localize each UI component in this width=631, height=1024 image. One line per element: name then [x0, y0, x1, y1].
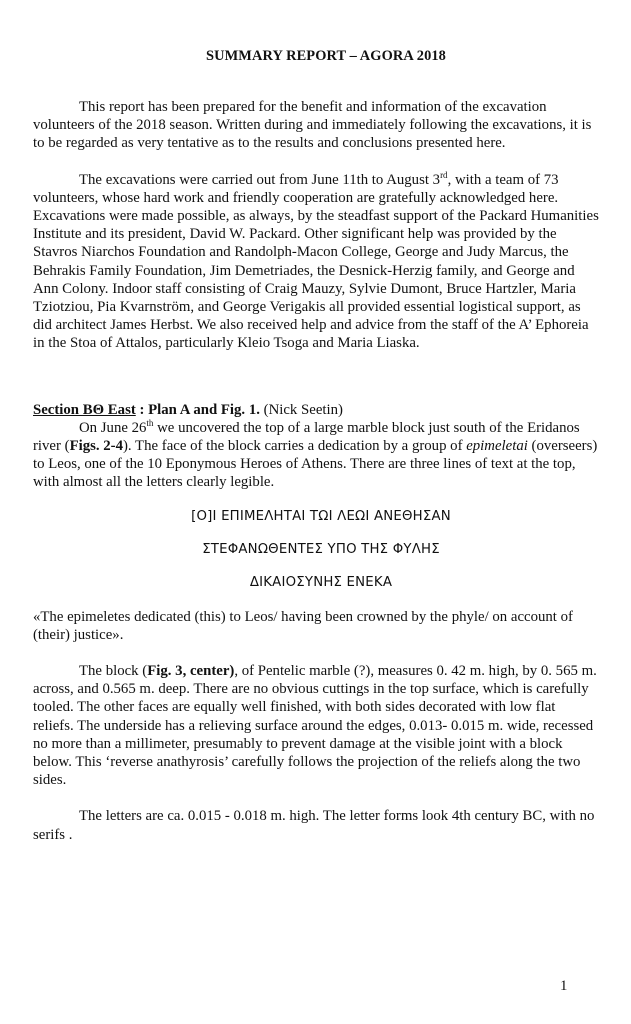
- section-plan: Plan A and Fig. 1.: [148, 401, 260, 418]
- section-text-a: On June 26: [79, 419, 147, 436]
- block-text-a: The block (: [79, 663, 148, 680]
- translation-paragraph: «The epimeletes dedicated (this) to Leos/ having been crowned by the phyle/ on account of (their) justice».: [33, 608, 573, 643]
- section-paragraph: [33, 419, 599, 492]
- section-superscript: th: [146, 417, 154, 428]
- section-text-d: (overseers) to Leos, one of the 10 Eponymous Heroes of Athens. There are three lines of text at the top, with almost all the letters clearly legible.: [33, 438, 598, 491]
- excavation-paragraph: [33, 171, 599, 353]
- page-title: SUMMARY REPORT – AGORA 2018: [206, 48, 446, 64]
- section-author: (Nick Seetin): [259, 401, 343, 418]
- inscription-line-1: [Ο]Ι ΕΠΙΜΕΛΗΤΑΙ ΤΩΙ ΛΕΩΙ ΑΝΕΘΗΣΑΝ: [191, 508, 451, 524]
- inscription-line-3: ΔΙΚΑΙΟΣΥΝΗΣ ΕΝΕΚΑ: [249, 574, 393, 590]
- letters-paragraph: The letters are ca. 0.015 - 0.018 m. high. The letter forms look 4th century BC, with no serifs .: [33, 808, 595, 843]
- block-paragraph: [33, 662, 599, 789]
- block-text-b: , of Pentelic marble (?), measures 0. 42 m. high, by 0. 565 m. across, and 0.565 m. deep. There are no obvious cuttings in the top surface, which is carefully tooled. The other faces are equally well finished, with both sides decorated with low flat reliefs. The underside has a relieving surface around the edges, 0.013- 0.015 m. wide, recessed no more than a millimeter, presumably to prevent damage at the visible joint with a block below. This ‘reverse anathyrosis’ carefully follows the projection of the reliefs along the two sides.: [33, 663, 597, 789]
- page-number: 1: [560, 978, 568, 994]
- section-text-b: we uncovered the top of a large marble block just south of the Eridanos river (: [33, 419, 580, 455]
- figs-reference: Figs. 2-4: [69, 438, 123, 455]
- epimeletai-term: epimeletai: [466, 438, 528, 455]
- fig3-reference: Fig. 3, center): [147, 663, 235, 680]
- report-page: [33, 48, 599, 844]
- excavation-text-b: , with a team of 73 volunteers, whose hard work and friendly cooperation are gratefully acknowledged here. Excavations were made possible, as always, by the steadfast support of the Packard Humanities Institute and its president, David W. Packard. Other significant help was provided by the Stavros Niarchos Foundation and Randolph-Macon College, George and Judy Marcus, the Behrakis Family Foundation, Jim Demetriades, the Desnick-Herzig family, and George and Ann Colony. Indoor staff consisting of Craig Mauzy, Sylvie Dumont, Bruce Hartzler, Maria Tziotziou, Pia Kvarnström, and George Verigakis all provided essential logistical support, as did architect James Herbst. We also received help and advice from the staff of the A’ Ephoreia in the Stoa of Attalos, particularly Kleio Tsoga and Maria Liaska.: [33, 171, 599, 352]
- intro-paragraph: This report has been prepared for the benefit and information of the excavation volunteers of the 2018 season. Written during and immediately following the excavations, it is to be regarded as very tentative as to the results and conclusions presented here.: [33, 99, 592, 152]
- section-heading: [33, 401, 599, 419]
- inscription-line-2: ΣΤΕΦΑΝΩΘΕΝΤΕΣ ΥΠΟ ΤΗΣ ΦΥΛΗΣ: [202, 541, 440, 557]
- excavation-superscript: rd: [440, 169, 448, 180]
- section-text-c: ). The face of the block carries a dedication by a group of: [123, 438, 467, 455]
- section-name: Section BΘ East: [33, 401, 136, 418]
- section-separator: :: [135, 401, 149, 418]
- excavation-text-a: The excavations were carried out from June 11th to August 3: [79, 171, 441, 188]
